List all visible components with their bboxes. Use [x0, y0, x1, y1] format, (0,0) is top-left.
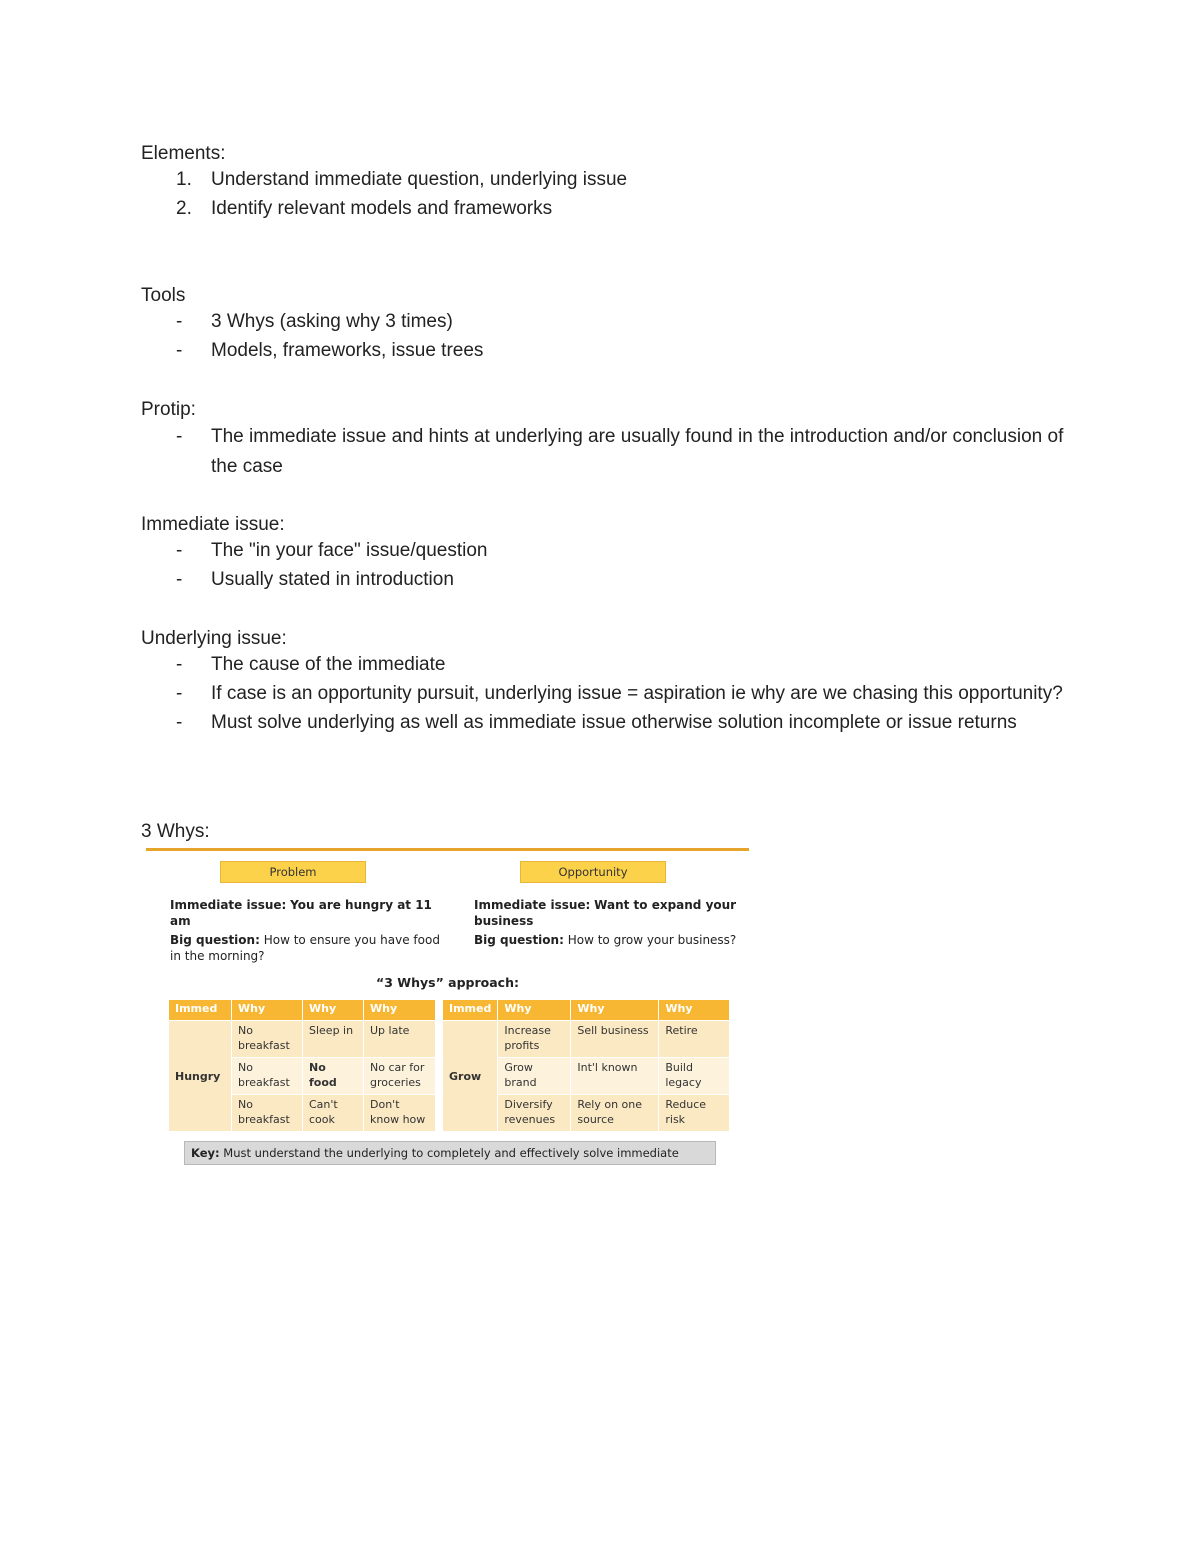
problem-label: Problem — [220, 861, 366, 883]
immediate-issue-heading: Immediate issue: — [141, 514, 285, 535]
immediate-issue-section — [141, 513, 1071, 594]
protip-list — [141, 422, 1071, 482]
problem-whys-table — [168, 999, 436, 1132]
underlying-issue-section — [141, 627, 1071, 735]
list-item: - Must solve underlying as well as immediate issue otherwise solution incomplete or issue returns — [176, 712, 1017, 733]
table-header: Why — [659, 1000, 730, 1021]
table-row: No breakfast Can't cook Don't know how — [169, 1095, 436, 1132]
three-whys-heading: 3 Whys: — [141, 821, 210, 842]
table-header: Why — [571, 1000, 659, 1021]
underlying-issue-list — [141, 651, 1071, 735]
list-item: - 3 Whys (asking why 3 times) — [176, 311, 453, 332]
list-item: - Models, frameworks, issue trees — [176, 339, 484, 361]
tools-section — [141, 284, 1071, 365]
elements-list — [141, 166, 1071, 223]
table-header: Immed — [169, 1000, 232, 1021]
protip-heading: Protip: — [141, 399, 196, 420]
opportunity-label: Opportunity — [520, 861, 666, 883]
table-row: Diversify revenues Rely on one source Reduce risk — [443, 1095, 730, 1132]
tools-list — [141, 308, 1071, 365]
table-row: No breakfast No food No car for groceries — [169, 1058, 436, 1095]
problem-description: Immediate issue: You are hungry at 11 am Big question: How to ensure you have food in the morning? — [170, 898, 440, 963]
table-header: Why — [364, 1000, 436, 1021]
underlying-issue-heading: Underlying issue: — [141, 628, 287, 649]
protip-section — [141, 398, 1071, 482]
table-row: Grow brand Int'l known Build legacy — [443, 1058, 730, 1095]
table-header: Immed — [443, 1000, 498, 1021]
elements-heading: Elements: — [141, 143, 226, 164]
table-header: Why — [232, 1000, 303, 1021]
immediate-issue-list — [141, 537, 1071, 594]
three-whys-section — [141, 820, 1071, 844]
opportunity-whys-table — [442, 999, 730, 1132]
three-whys-slide-image — [146, 848, 749, 1167]
list-item: 2. Identify relevant models and frameworks — [176, 197, 553, 219]
list-item: - Usually stated in introduction — [176, 568, 454, 590]
key-callout: Key: Must understand the underlying to completely and effectively solve immediate — [184, 1141, 716, 1165]
table-row: Grow Increase profits Sell business Retire — [443, 1021, 730, 1058]
row-head: Grow — [443, 1021, 498, 1132]
table-row: Hungry No breakfast Sleep in Up late — [169, 1021, 436, 1058]
list-item: - If case is an opportunity pursuit, underlying issue = aspiration ie why are we chasing this opportunity? — [176, 682, 1063, 704]
elements-section — [141, 142, 1071, 223]
approach-title: “3 Whys” approach: — [376, 975, 519, 990]
list-item: - The "in your face" issue/question — [176, 540, 488, 561]
opportunity-description: Immediate issue: Want to expand your business Big question: How to grow your business? — [474, 898, 737, 947]
row-head: Hungry — [169, 1021, 232, 1132]
list-item: - The immediate issue and hints at underlying are usually found in the introduction and/or conclusion of the case — [176, 426, 1064, 477]
table-header: Why — [498, 1000, 571, 1021]
table-header: Why — [303, 1000, 364, 1021]
list-item: 1. Understand immediate question, underlying issue — [176, 169, 628, 190]
list-item: - The cause of the immediate — [176, 654, 446, 675]
tools-heading: Tools — [141, 285, 186, 306]
